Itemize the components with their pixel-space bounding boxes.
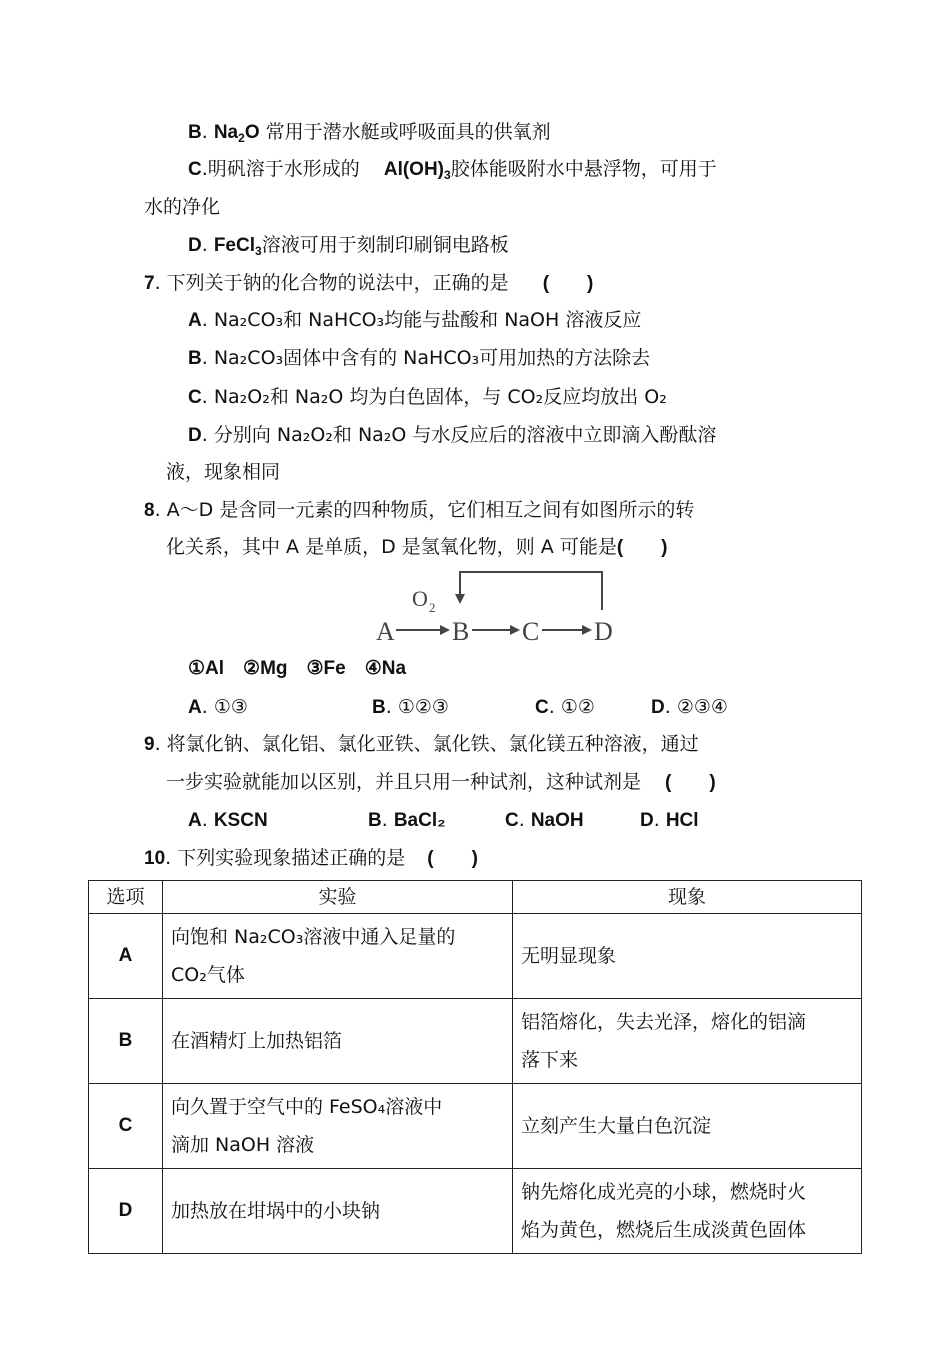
table-row [89, 1084, 862, 1169]
q8-option-a: A. ①③ [188, 696, 248, 718]
q9-option-d: D. HCl [640, 809, 699, 831]
header-option: 选项 [89, 881, 163, 914]
q7-stem: 7. 下列关于钠的化合物的说法中，正确的是 ( ) [144, 272, 594, 294]
table-row [89, 999, 862, 1084]
q9-option-a: A. KSCN [188, 809, 268, 831]
q8-stem-line1: 8. A～D 是含同一元素的四种物质，它们相互之间有如图所示的转 [144, 499, 695, 521]
q9-stem-line1: 9. 将氯化钠、氯化铝、氯化亚铁、氯化铁、氯化镁五种溶液，通过 [144, 733, 699, 755]
q8-option-d: D. ②③④ [651, 696, 728, 718]
experiment-table [88, 880, 862, 1254]
q7-option-a: A. Na₂CO₃和 NaHCO₃均能与盐酸和 NaOH 溶液反应 [188, 309, 642, 331]
q7-option-c: C. Na₂O₂和 Na₂O 均为白色固体，与 CO₂反应均放出 O₂ [188, 386, 667, 408]
row-phenomenon: 无明显现象 [513, 914, 862, 999]
conversion-diagram [372, 568, 622, 648]
q7-option-d: D. 分别向 Na₂O₂和 Na₂O 与水反应后的溶液中立即滴入酚酞溶 [188, 424, 717, 446]
row-option: A [89, 914, 163, 999]
row-option: B [89, 999, 163, 1084]
row-phenomenon: 铝箔熔化，失去光泽，熔化的铝滴 落下来 [513, 999, 862, 1084]
q9-option-c: C. NaOH [505, 809, 584, 831]
diagram-node-d: D [594, 617, 613, 646]
header-experiment: 实验 [163, 881, 513, 914]
diagram-node-c: C [522, 617, 540, 646]
row-experiment: 向饱和 Na₂CO₃溶液中通入足量的 CO₂气体 [163, 914, 513, 999]
table-header-row [89, 881, 862, 914]
row-experiment: 加热放在坩埚中的小块钠 [163, 1169, 513, 1254]
q8-items: ①Al ②Mg ③Fe ④Na [188, 658, 407, 679]
diagram-o2-label: O [412, 586, 428, 611]
q6-option-b: B. $Na_2O$ 常用于潜水艇或呼吸面具的供氧剂 [188, 121, 551, 145]
q6-option-c-cont: 水的净化 [144, 196, 221, 218]
q7-option-b: B. Na₂CO₃固体中含有的 NaHCO₃可用加热的方法除去 [188, 347, 651, 369]
q7-option-d-cont: 液，现象相同 [166, 461, 281, 483]
row-option: D [89, 1169, 163, 1254]
q8-stem-line2: 化关系，其中 A 是单质，D 是氢氧化物，则 A 可能是( ) [166, 536, 668, 558]
row-phenomenon: 立刻产生大量白色沉淀 [513, 1084, 862, 1169]
row-option: C [89, 1084, 163, 1169]
table-row [89, 1169, 862, 1254]
arrow-d-b [460, 572, 602, 610]
table-row [89, 914, 862, 999]
row-experiment: 在酒精灯上加热铝箔 [163, 999, 513, 1084]
diagram-node-a: A [376, 617, 395, 646]
q9-stem-line2: 一步实验就能加以区别，并且只用一种试剂，这种试剂是 ( ) [166, 771, 716, 793]
q9-option-b: B. BaCl₂ [368, 809, 446, 831]
row-experiment: 向久置于空气中的 FeSO₄溶液中 滴加 NaOH 溶液 [163, 1084, 513, 1169]
diagram-node-b: B [452, 617, 470, 646]
q6-option-c: C.明矾溶于水形成的 $Al(OH)_3$胶体能吸附水中悬浮物，可用于 [188, 158, 717, 182]
q8-option-b: B. ①②③ [372, 696, 449, 718]
q10-stem: 10. 下列实验现象描述正确的是 ( ) [144, 847, 478, 869]
diagram-o2-sub: 2 [429, 600, 436, 615]
q6-option-d: D. FeCl$_3$溶液可用于刻制印刷铜电路板 [188, 234, 509, 258]
q8-option-c: C. ①② [535, 696, 595, 718]
header-phenomenon: 现象 [513, 881, 862, 914]
row-phenomenon: 钠先熔化成光亮的小球，燃烧时火 焰为黄色，燃烧后生成淡黄色固体 [513, 1169, 862, 1254]
